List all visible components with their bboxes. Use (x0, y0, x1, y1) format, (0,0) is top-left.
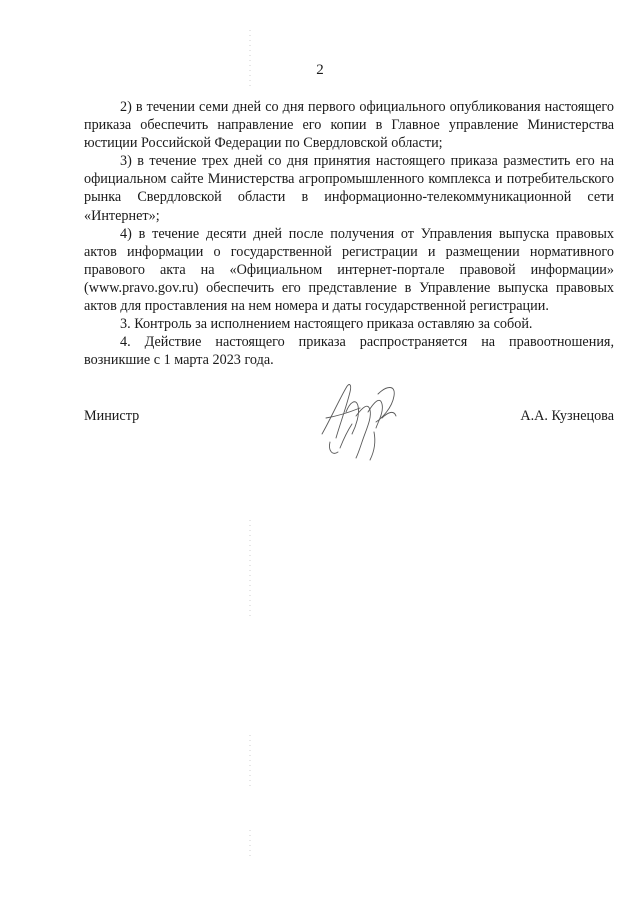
page-number: 2 (316, 62, 324, 78)
paragraph-control: 3. Контроль за исполнением настоящего приказа оставляю за собой. (120, 316, 533, 333)
paragraph-item-4: 4) в течение десяти дней после получения от Управления выпуска правовых актов информации о государственной регистрации и размещении нормативного правового акта на «Официальном интернет-портале правовой информации» (www.pravo.gov.ru) обеспечить его представление в Управление выпуска правовых актов для проставления на нем номера и даты государственной регистрации. (84, 225, 614, 315)
document-body (84, 98, 614, 369)
signatory-title: Министр (84, 408, 140, 424)
paragraph-item-3: 3) в течение трех дней со дня принятия настоящего приказа разместить его на официальном сайте Министерства агропромышленного комплекса и потребительского рынка Свердловской области в информационно-телекоммуникационной сети «Интернет»; (84, 153, 614, 224)
paragraph-item-2: 2) в течении семи дней со дня первого официального опубликования настоящего приказа обеспечить направление его копии в Главное управление Министерства юстиции Российской Федерации по Свердловской области; (84, 99, 614, 152)
signatory-name: А.А. Кузнецова (520, 408, 614, 424)
paragraph-effective-date: 4. Действие настоящего приказа распространяется на правоотношения, возникшие с 1 марта 2023 года. (84, 334, 614, 369)
handwritten-signature (316, 372, 412, 462)
